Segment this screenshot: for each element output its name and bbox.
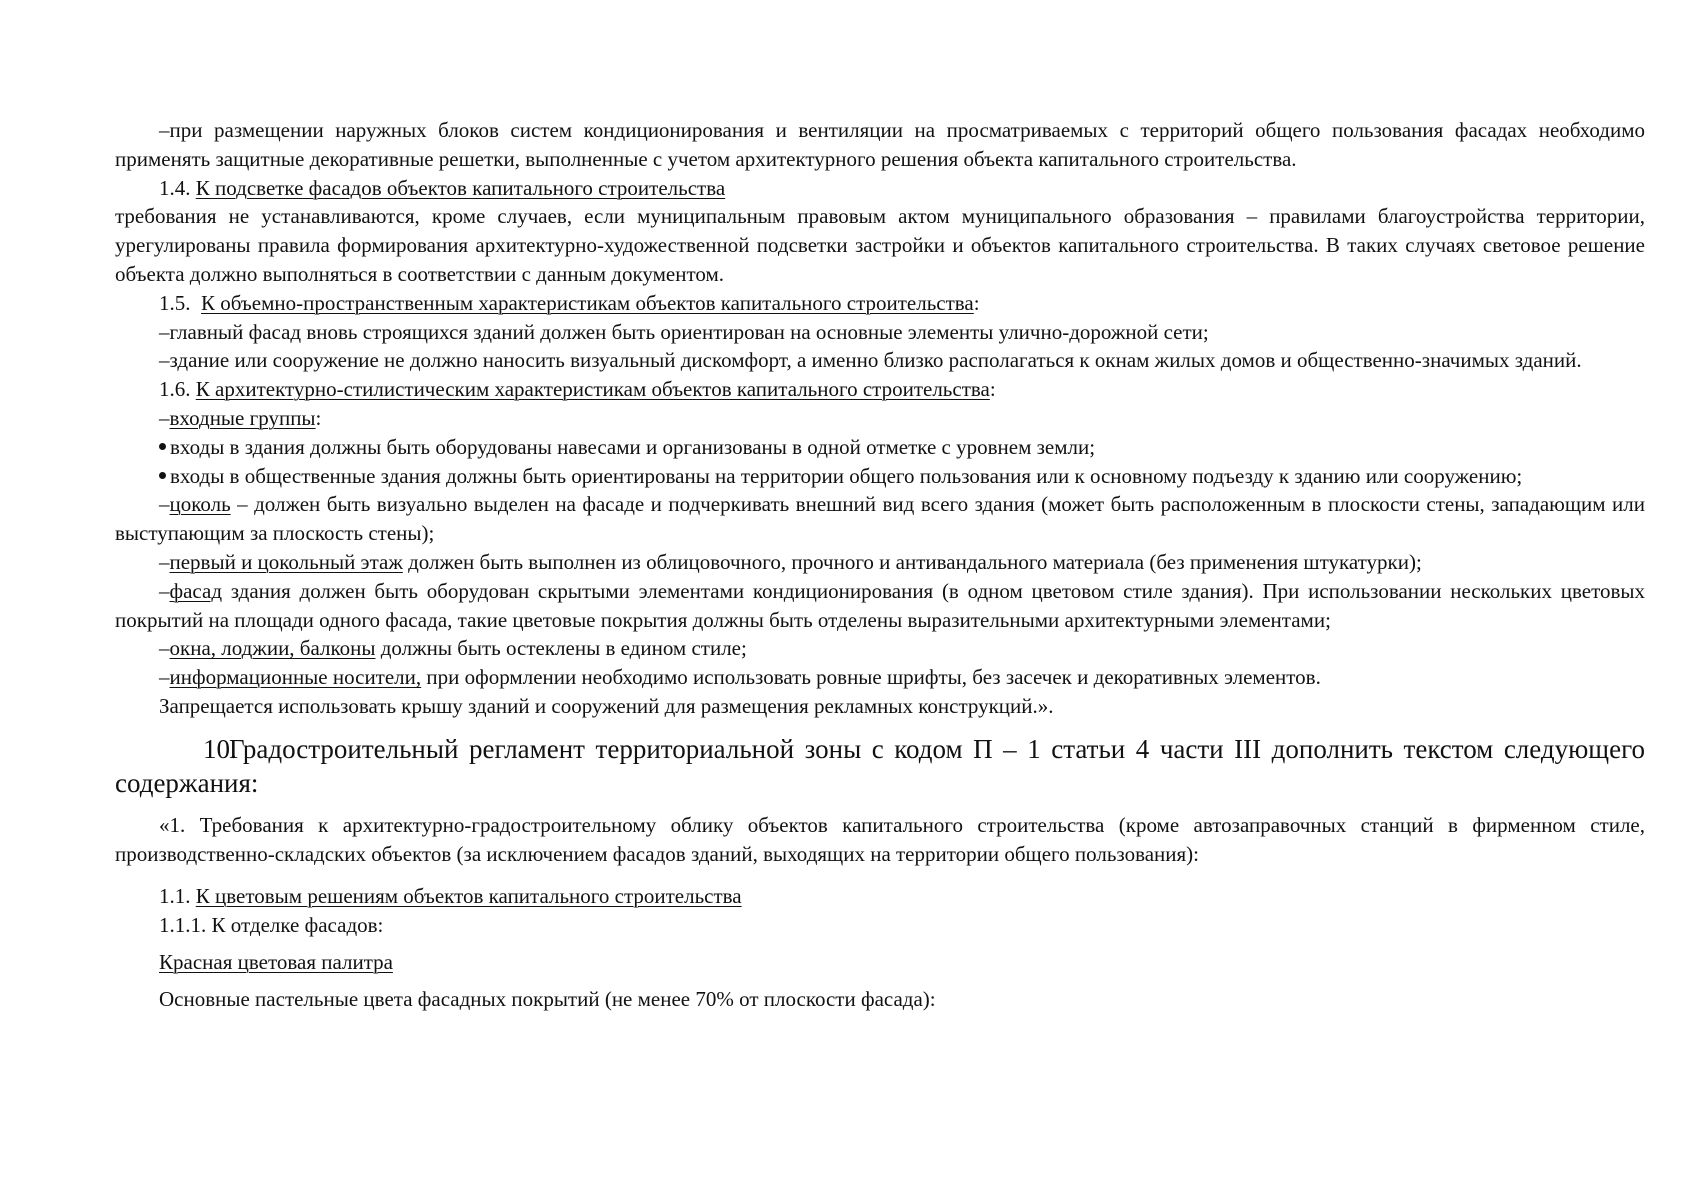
bullet-item: [115, 462, 1645, 491]
term-windows: окна, лоджии, балконы: [169, 636, 376, 661]
colon: :: [315, 405, 322, 430]
item-heading-text: Градостроительный регламент территориальной зоны с кодом П – 1 статьи 4 части III дополнить текстом следующего содержания:: [115, 733, 1645, 798]
bullet-icon: [159, 472, 166, 479]
list-item-windows: [115, 634, 1645, 663]
section-number: 1.5.: [159, 290, 191, 315]
document-page: [115, 116, 1645, 1014]
section-title: К архитектурно-стилистическим характеристикам объектов капитального строительства: [195, 377, 990, 402]
list-item-info-carriers: [115, 663, 1645, 692]
paragraph-lighting-requirements: требования не устанавливаются, кроме случаев, если муниципальным правовым актом муниципального образования – правилами благоустройства территории, урегулированы правила формирования архитектурно-художественной подсветки застройки и объектов капитального строительства. В таких случаях световое решение объекта должно выполняться в соответствии с данным документом.: [115, 204, 1645, 286]
term-entrance-groups: входные группы: [169, 405, 316, 430]
paragraph-requirements-intro: «1. Требования к архитектурно-градостроительному облику объектов капитального строительства (кроме автозаправочных станций в фирменном стиле, производственно-складских объектов (за исключением фасадов зданий, выходящих на территории общего пользования):: [115, 812, 1645, 866]
bullet-item: [115, 433, 1645, 462]
list-item-plinth: [115, 490, 1645, 548]
list-item-entrance-groups: [115, 404, 1645, 433]
paragraph-main-facade: –главный фасад вновь строящихся зданий должен быть ориентирован на основные элементы улично-дорожной сети;: [159, 319, 1209, 344]
term-first-floor: первый и цокольный этаж: [169, 549, 403, 574]
heading-item-10: [115, 732, 1645, 800]
section-heading-1-1-1: 1.1.1. К отделке фасадов:: [159, 913, 384, 938]
item-text: при оформлении необходимо использовать ровные шрифты, без засечек и декоративных элементов.: [421, 665, 1321, 690]
bullet-icon: [159, 443, 166, 450]
list-item-first-floor: [115, 548, 1645, 577]
item-text: – должен быть визуально выделен на фасаде и подчеркивать внешний вид всего здания (может быть расположенным в плоскости стены, западающим или выступающим за плоскость стены);: [115, 492, 1645, 546]
paragraph-visual-discomfort: –здание или сооружение не должно наносить визуальный дискомфорт, а именно близко располагаться к окнам жилых домов и общественно-значимых зданий.: [159, 348, 1582, 373]
section-title: К цветовым решениям объектов капитального строительства: [195, 884, 742, 909]
list-item-facade: [115, 577, 1645, 635]
paragraph-pastel-colors: Основные пастельные цвета фасадных покрытий (не менее 70% от плоскости фасада):: [159, 986, 936, 1011]
paragraph-ventilation-grilles: –при размещении наружных блоков систем кондиционирования и вентиляции на просматриваемых с территорий общего пользования фасадах необходимо применять защитные декоративные решетки, выполненные с учетом архитектурного решения объекта капитального строительства.: [115, 118, 1645, 171]
colon: :: [973, 290, 980, 315]
section-heading-1-5: [115, 289, 1645, 318]
section-heading-1-4: [115, 174, 1645, 203]
colon: :: [989, 377, 996, 402]
dash: –: [159, 636, 170, 661]
dash: –: [159, 405, 170, 430]
dash: –: [159, 492, 170, 517]
item-text: должны быть остеклены в едином стиле;: [375, 636, 747, 661]
palette-title: Красная цветовая палитра: [159, 949, 393, 974]
item-text: должен быть выполнен из облицовочного, прочного и антивандального материала (без применения штукатурки);: [402, 549, 1422, 574]
section-heading-1-1: [115, 882, 1645, 911]
term-info-carriers: информационные носители,: [169, 665, 422, 690]
section-number: 1.4.: [159, 175, 191, 200]
palette-heading: [115, 948, 1645, 977]
section-title: К объемно-пространственным характеристикам объектов капитального строительства: [201, 290, 974, 315]
item-text: здания должен быть оборудован скрытыми элементами кондиционирования (в одном цветовом стиле здания). При использовании нескольких цветовых покрытий на площади одного фасада, такие цветовые покрытия должны быть отделены выразительными архитектурными элементами;: [115, 578, 1645, 632]
bullet-text: входы в общественные здания должны быть ориентированы на территории общего пользования или к основному подъезду к зданию или сооружению;: [170, 463, 1523, 488]
dash: –: [159, 665, 170, 690]
dash: –: [159, 549, 170, 574]
paragraph-roof-advertising: Запрещается использовать крышу зданий и сооружений для размещения рекламных конструкций.».: [159, 693, 1054, 718]
term-facade: фасад: [169, 578, 223, 603]
section-title: К подсветке фасадов объектов капитального строительства: [195, 175, 726, 200]
term-plinth: цоколь: [169, 492, 231, 517]
section-number: 1.1.: [159, 884, 191, 909]
section-heading-1-6: [115, 375, 1645, 404]
bullet-text: входы в здания должны быть оборудованы навесами и организованы в одной отметке с уровнем земли;: [170, 434, 1096, 459]
section-number: 1.6.: [159, 377, 191, 402]
item-number: 10.: [203, 733, 237, 764]
dash: –: [159, 578, 170, 603]
